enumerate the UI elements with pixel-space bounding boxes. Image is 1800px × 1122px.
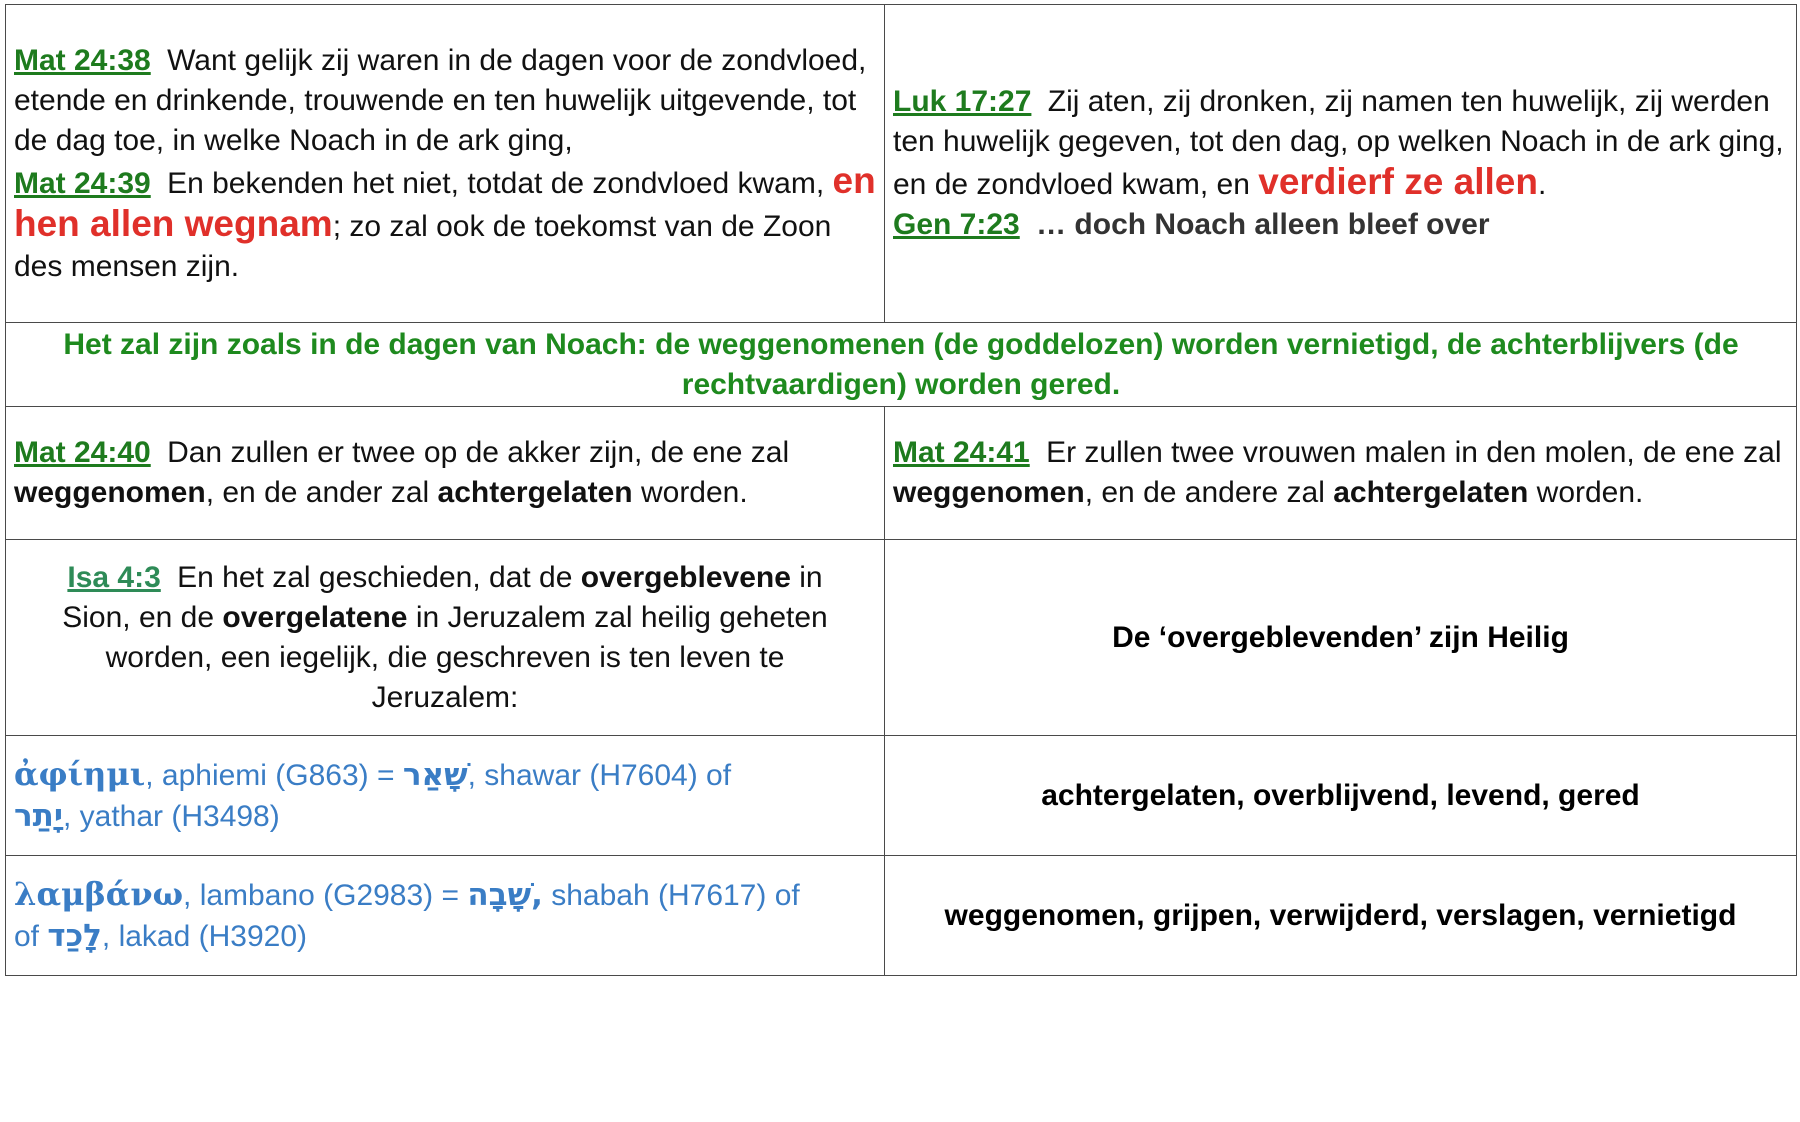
verse-text: . bbox=[1537, 168, 1547, 201]
bold-word: achtergelaten bbox=[1333, 476, 1529, 509]
cell-mat-24-41 bbox=[885, 407, 1797, 540]
definition-text: , shawar (H7604) of bbox=[467, 759, 732, 792]
verse-link-mat-24-40[interactable]: Mat 24:40 bbox=[14, 436, 151, 469]
verse-text: worden. bbox=[1536, 476, 1644, 509]
verse-link-mat-24-38[interactable]: Mat 24:38 bbox=[14, 43, 151, 77]
taken-meaning: weggenomen, grijpen, verwijderd, verslagen, vernietigd bbox=[885, 856, 1797, 976]
verse-link-mat-24-41[interactable]: Mat 24:41 bbox=[893, 436, 1030, 469]
cell-luk-17-27 bbox=[885, 5, 1797, 323]
verse-text: … doch Noach alleen bleef over bbox=[1036, 208, 1490, 241]
left-behind-meaning: achtergelaten, overblijvend, levend, gered bbox=[885, 736, 1797, 856]
verse-text: Dan zullen er twee op de akker zijn, de ene zal bbox=[167, 436, 790, 469]
verse-text: Er zullen twee vrouwen malen in den molen, de ene zal bbox=[1046, 436, 1782, 469]
greek-word: ἀφίημι bbox=[14, 755, 146, 793]
verse-link-isa-4-3[interactable]: Isa 4:3 bbox=[67, 560, 161, 594]
verse-text: ; zo zal ook de toekomst van de Zoon des mensen zijn. bbox=[14, 209, 832, 283]
definition-text: , yathar (H3498) bbox=[62, 800, 280, 833]
hebrew-word: שָׁאַר bbox=[402, 757, 468, 793]
verse-text: En het zal geschieden, dat de bbox=[177, 560, 573, 594]
comparison-table bbox=[5, 4, 1797, 976]
definition-text: of bbox=[14, 920, 48, 953]
definition-text: , lakad (H3920) bbox=[101, 920, 308, 953]
hebrew-word: שָׁבָה, bbox=[467, 877, 543, 913]
bold-word: weggenomen bbox=[893, 476, 1085, 509]
hebrew-word: לָכַד bbox=[47, 918, 102, 954]
cell-lambano bbox=[6, 856, 885, 976]
bold-word: achtergelaten bbox=[437, 476, 633, 509]
bold-word: weggenomen bbox=[14, 476, 206, 509]
highlight-text: en hen allen wegnam bbox=[14, 159, 876, 244]
definition-text: , aphiemi (G863) = bbox=[145, 759, 395, 792]
bold-word: overgeblevene bbox=[580, 560, 791, 594]
verse-text: Zij aten, zij dronken, zij namen ten huwelijk, zij werden ten huwelijk gegeven, tot den dag, op welken Noach in de ark ging, en de zondvloed kwam, en bbox=[893, 85, 1784, 201]
verse-link-gen-7-23[interactable]: Gen 7:23 bbox=[893, 208, 1020, 241]
cell-mat-24-38-39 bbox=[6, 5, 885, 323]
verse-text: Want gelijk zij waren in de dagen voor de zondvloed, etende en drinkende, trouwende en ten huwelijk uitgevende, tot de dag toe, in welke Noach in de ark ging, bbox=[14, 43, 867, 157]
row-lambano bbox=[6, 856, 1797, 976]
verse-text: in Jeruzalem zal heilig geheten worden, een iegelijk, die geschreven is ten leven te Jeruzalem: bbox=[105, 600, 828, 714]
cell-isa-4-3 bbox=[6, 540, 885, 736]
verse-text: , en de andere zal bbox=[1084, 476, 1325, 509]
definition-text: , lambano (G2983) = bbox=[183, 879, 460, 912]
row-aphiemi bbox=[6, 736, 1797, 856]
remnant-holy-text: De ‘overgeblevenden’ zijn Heilig bbox=[885, 540, 1797, 736]
row-taken-left bbox=[6, 407, 1797, 540]
greek-word: λαμβάνω bbox=[14, 875, 184, 913]
banner-text: Het zal zijn zoals in de dagen van Noach: de weggenomenen (de goddelozen) worden vernietigd, de achterblijvers (de rechtvaardigen) worden gered. bbox=[6, 323, 1797, 407]
hebrew-word: יָתַר bbox=[14, 798, 63, 834]
row-banner bbox=[6, 323, 1797, 407]
bold-word: overgelatene bbox=[222, 600, 408, 634]
verse-text: , en de ander zal bbox=[205, 476, 430, 509]
verse-link-mat-24-39[interactable]: Mat 24:39 bbox=[14, 166, 151, 200]
verse-link-luk-17-27[interactable]: Luk 17:27 bbox=[893, 85, 1032, 118]
cell-aphiemi bbox=[6, 736, 885, 856]
row-flood-verses bbox=[6, 5, 1797, 323]
highlight-text: verdierf ze allen bbox=[1258, 161, 1538, 202]
definition-text: shabah (H7617) of bbox=[551, 879, 800, 912]
verse-text: worden. bbox=[640, 476, 748, 509]
row-remnant bbox=[6, 540, 1797, 736]
verse-text: in Sion, en de bbox=[62, 560, 823, 634]
verse-text: En bekenden het niet, totdat de zondvloed kwam, bbox=[167, 166, 825, 200]
cell-mat-24-40 bbox=[6, 407, 885, 540]
